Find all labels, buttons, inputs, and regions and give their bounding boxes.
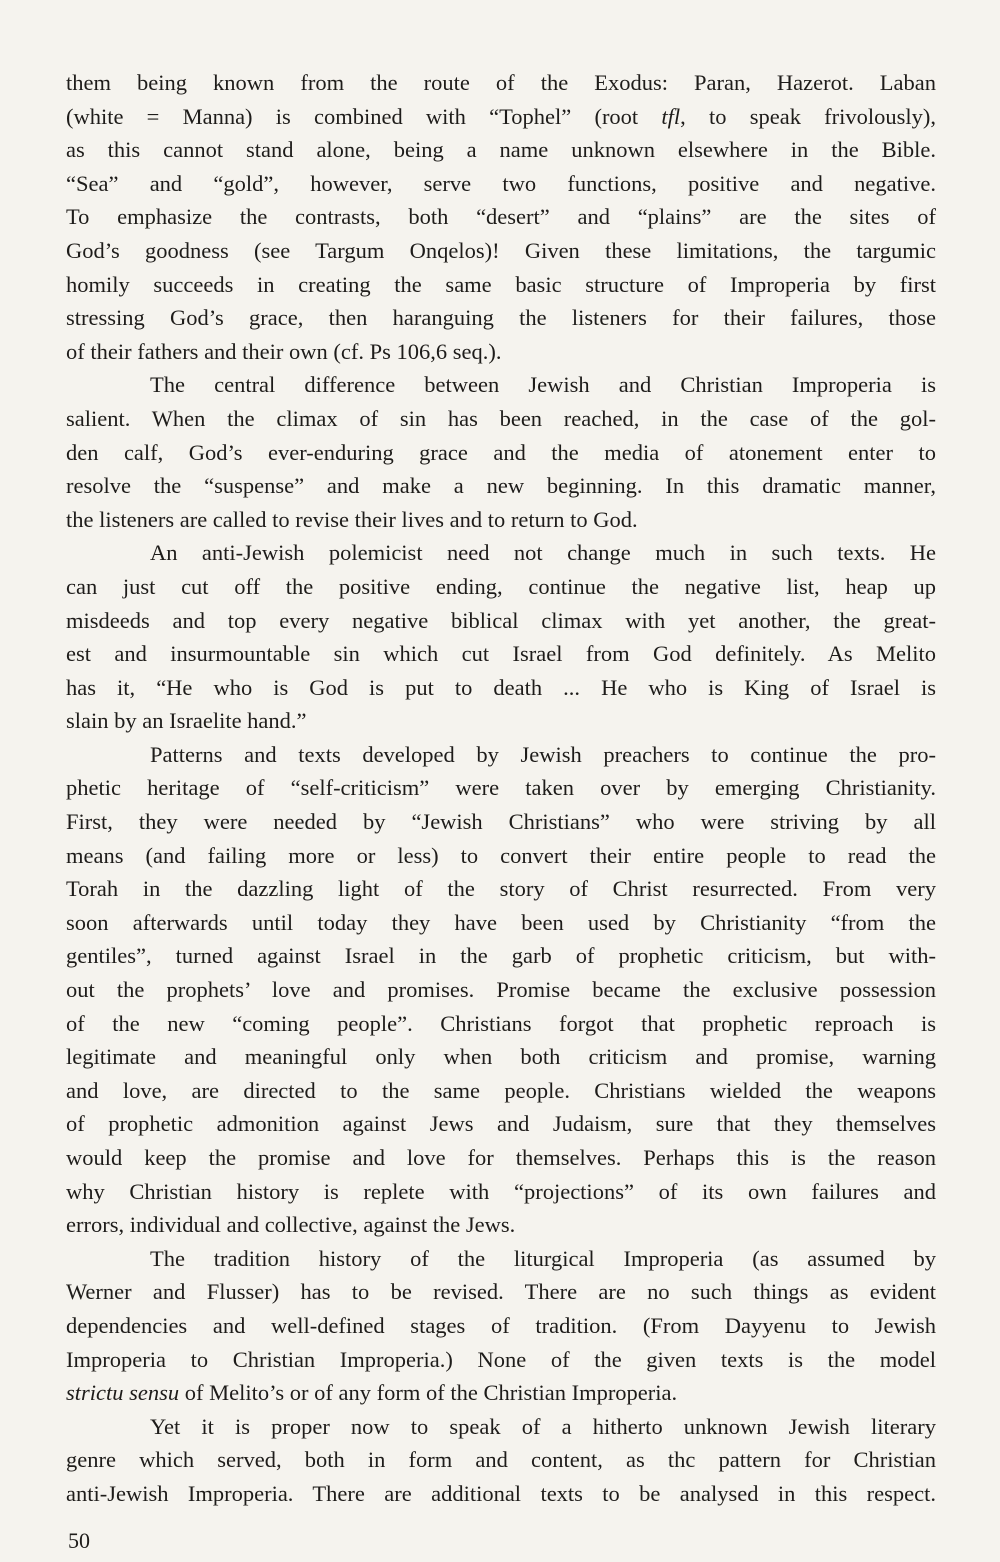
text-line: as this cannot stand alone, being a name unknown elsewhere in the Bible. xyxy=(66,137,936,163)
body-text xyxy=(66,66,936,1511)
text-line: has it, “He who is God is put to death ... He who is King of Israel is xyxy=(66,674,936,700)
text-line: soon afterwards until today they have been used by Christianity “from the xyxy=(66,909,936,935)
text-line: phetic heritage of “self-criticism” were taken over by emerging Christianity. xyxy=(66,775,936,801)
text-line: genre which served, both in form and content, as thc pattern for Christian xyxy=(66,1447,936,1473)
text-line: of prophetic admonition against Jews and Judaism, sure that they themselves xyxy=(66,1111,936,1137)
text-line: To emphasize the contrasts, both “desert” and “plains” are the sites of xyxy=(66,204,936,230)
page-number: 50 xyxy=(68,1528,90,1553)
text-line: of their fathers and their own (cf. Ps 106,6 seq.). xyxy=(66,338,502,364)
text-line: “Sea” and “gold”, however, serve two functions, positive and negative. xyxy=(66,170,936,196)
text-line: legitimate and meaningful only when both criticism and promise, warning xyxy=(66,1044,936,1070)
text-line: Patterns and texts developed by Jewish preachers to continue the pro- xyxy=(150,741,936,767)
text-line: The tradition history of the liturgical Improperia (as assumed by xyxy=(150,1245,936,1271)
text-line: gentiles”, turned against Israel in the garb of prophetic criticism, but with- xyxy=(66,943,936,969)
text-line: God’s goodness (see Targum Onqelos)! Given these limitations, the targumic xyxy=(66,237,936,263)
text-line: The central difference between Jewish and Christian Improperia is xyxy=(150,372,936,398)
text-line: (white = Manna) is combined with “Tophel” (root tfl, to speak frivolously), xyxy=(66,103,937,129)
text-line: the listeners are called to revise their lives and to return to God. xyxy=(66,506,638,532)
text-line: strictu sensu of Melito’s or of any form of the Christian Improperia. xyxy=(66,1380,678,1406)
text-line: Torah in the dazzling light of the story of Christ resurrected. From very xyxy=(66,876,936,902)
text-line: would keep the promise and love for themselves. Perhaps this is the reason xyxy=(66,1145,936,1170)
text-line: salient. When the climax of sin has been reached, in the case of the gol- xyxy=(66,405,936,431)
text-line: dependencies and well-defined stages of tradition. (From Dayyenu to Jewish xyxy=(66,1312,936,1338)
text-line: anti-Jewish Improperia. There are additional texts to be analysed in this respect. xyxy=(66,1480,936,1506)
text-line: Improperia to Christian Improperia.) None of the given texts is the model xyxy=(66,1346,936,1372)
text-line: and love, are directed to the same people. Christians wielded the weapons xyxy=(66,1077,936,1103)
text-line: resolve the “suspense” and make a new beginning. In this dramatic manner, xyxy=(66,473,936,499)
text-line: them being known from the route of the Exodus: Paran, Hazerot. Laban xyxy=(66,70,936,95)
text-line: why Christian history is replete with “projections” of its own failures and xyxy=(66,1178,936,1204)
text-line: est and insurmountable sin which cut Israel from God definitely. As Melito xyxy=(66,641,936,667)
text-line: stressing God’s grace, then haranguing the listeners for their failures, those xyxy=(66,305,936,331)
text-line: homily succeeds in creating the same basic structure of Improperia by first xyxy=(66,271,936,297)
text-line: slain by an Israelite hand.” xyxy=(66,708,307,734)
text-line: of the new “coming people”. Christians forgot that prophetic reproach is xyxy=(66,1010,936,1036)
text-line: First, they were needed by “Jewish Christians” who were striving by all xyxy=(66,809,936,835)
text-line: out the prophets’ love and promises. Promise became the exclusive possession xyxy=(66,977,936,1003)
text-line: Werner and Flusser) has to be revised. There are no such things as evident xyxy=(66,1279,936,1305)
text-line: can just cut off the positive ending, continue the negative list, heap up xyxy=(66,573,936,599)
text-line: means (and failing more or less) to convert their entire people to read the xyxy=(66,842,936,868)
text-line: den calf, God’s ever-enduring grace and the media of atonement enter to xyxy=(66,439,936,465)
text-line: Yet it is proper now to speak of a hitherto unknown Jewish literary xyxy=(150,1413,936,1439)
text-line: misdeeds and top every negative biblical climax with yet another, the great- xyxy=(66,607,936,633)
text-line: errors, individual and collective, against the Jews. xyxy=(66,1212,516,1238)
text-line: An anti-Jewish polemicist need not change much in such texts. He xyxy=(150,540,936,566)
